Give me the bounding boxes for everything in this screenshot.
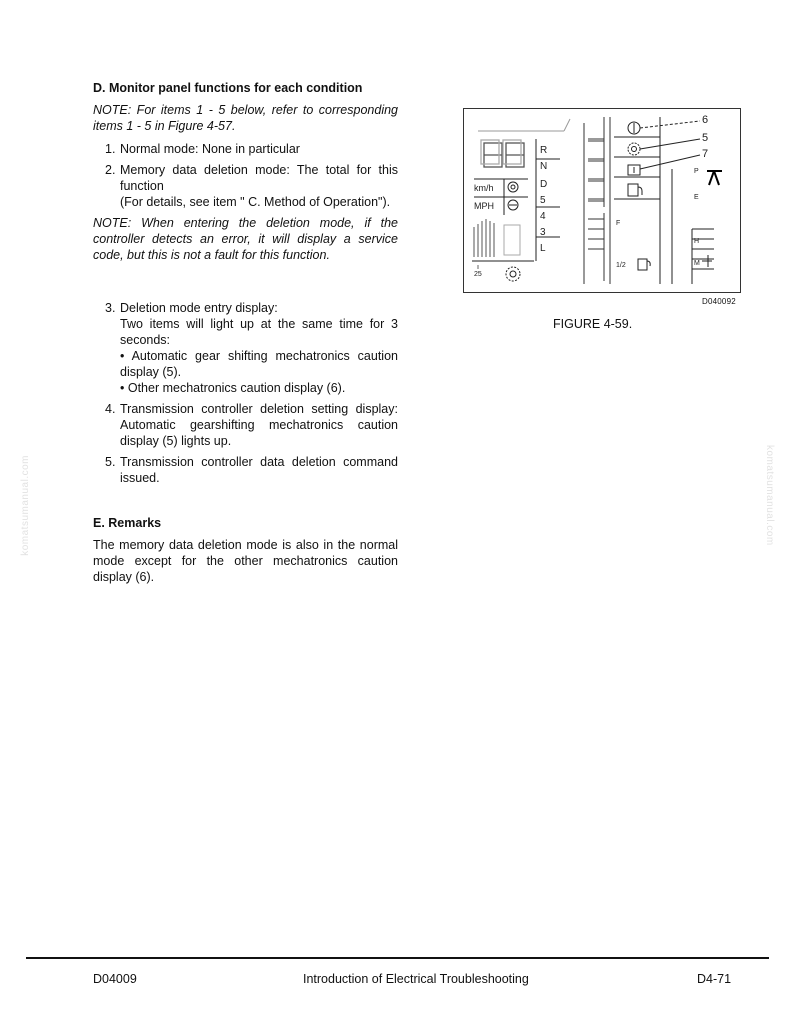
monitor-panel-drawing: [464, 109, 740, 292]
list-item-5: [93, 454, 398, 486]
unit-mph: MPH: [474, 201, 494, 211]
watermark-left: komatsumanual.com: [20, 455, 31, 556]
item-subtext: (For details, see item " C. Method of Operation").: [120, 195, 391, 209]
watermark-right: komatsumanual.com: [764, 445, 775, 546]
figure-code: D040092: [702, 297, 736, 306]
temp-h-label: H: [694, 238, 700, 245]
caution-lamp-icon: [508, 200, 518, 210]
item-text: Memory data deletion mode: The total for this function: [120, 163, 398, 193]
item-number: 3.: [105, 301, 116, 315]
item-text-wrap: [120, 162, 398, 210]
bargraph: [474, 219, 520, 257]
item-text: Normal mode: None in particular: [120, 142, 300, 156]
list-item-3: [93, 300, 398, 396]
engine-caution-icon: [628, 122, 640, 134]
list-item-1: [93, 141, 398, 157]
section-d-heading: D. Monitor panel functions for each condition: [93, 81, 363, 95]
item-number: 5.: [105, 455, 116, 469]
main-text-column: [93, 80, 398, 585]
footer-title: Introduction of Electrical Troubleshooting: [303, 972, 529, 986]
list-item-4: [93, 401, 398, 449]
note-1: NOTE: For items 1 - 5 below, refer to corresponding items 1 - 5 in Figure 4-57.: [93, 103, 398, 133]
pe-e-label: E: [694, 194, 699, 201]
item-text: Deletion mode entry display:: [120, 301, 278, 315]
item-number: 1.: [105, 142, 116, 156]
caution-lamp-icon: [508, 182, 518, 192]
pe-p-label: P: [694, 168, 699, 175]
speed-digits: [481, 140, 524, 167]
gear-letter: D: [540, 179, 548, 190]
monitor-panel-figure: [463, 108, 741, 293]
note-2: NOTE: When entering the deletion mode, if the controller detects an error, it will display a service code, but this is not a fault for this function.: [93, 216, 398, 262]
item-subtext: Two items will light up at the same time for 3 seconds:: [120, 317, 398, 347]
fuel-gauge-pump-icon: [638, 259, 650, 270]
gear-letter: R: [540, 145, 548, 156]
item-text: Transmission controller deletion setting display: Automatic gearshifting mechatronics caution display (5) lights up.: [120, 402, 398, 448]
section-e-text: The memory data deletion mode is also in the normal mode except for the other mechatronics caution display (6).: [93, 538, 398, 584]
footer-rule: [26, 957, 769, 959]
callout-5: 5: [702, 132, 709, 144]
unit-kmh: km/h: [474, 183, 494, 193]
bullet-item: • Automatic gear shifting mechatronics caution display (5).: [120, 349, 398, 379]
gear-letter: 3: [540, 227, 546, 238]
callout-7: 7: [702, 148, 709, 160]
gauge-value: 25: [474, 271, 482, 278]
item-number: 2.: [105, 163, 116, 177]
gear-icon: [506, 267, 520, 281]
battery-icon: [628, 165, 640, 175]
transmission-caution-icon: [628, 143, 640, 155]
item-number: 4.: [105, 402, 116, 416]
fuel-pump-icon: [628, 184, 642, 196]
item-text-wrap: [120, 300, 398, 396]
gear-letter: 4: [540, 211, 546, 222]
fuel-full-label: F: [616, 220, 621, 227]
list-item-2: [93, 162, 398, 210]
temperature-icon: [702, 255, 712, 267]
item-text: Transmission controller data deletion command issued.: [120, 455, 398, 485]
gear-letter: 5: [540, 195, 546, 206]
bullet-item: • Other mechatronics caution display (6).: [120, 381, 346, 395]
figure-caption: FIGURE 4-59.: [553, 317, 633, 331]
temp-m-label: M: [694, 260, 700, 267]
page-number: D4-71: [697, 972, 732, 986]
footer-doc-code: D04009: [93, 972, 137, 986]
parking-brake-icon: [707, 171, 722, 185]
gear-letter: L: [540, 243, 546, 254]
callout-6: 6: [702, 114, 709, 126]
gear-letter: N: [540, 161, 548, 172]
fuel-half-label: 1/2: [616, 262, 626, 269]
section-e-heading: E. Remarks: [93, 516, 162, 530]
